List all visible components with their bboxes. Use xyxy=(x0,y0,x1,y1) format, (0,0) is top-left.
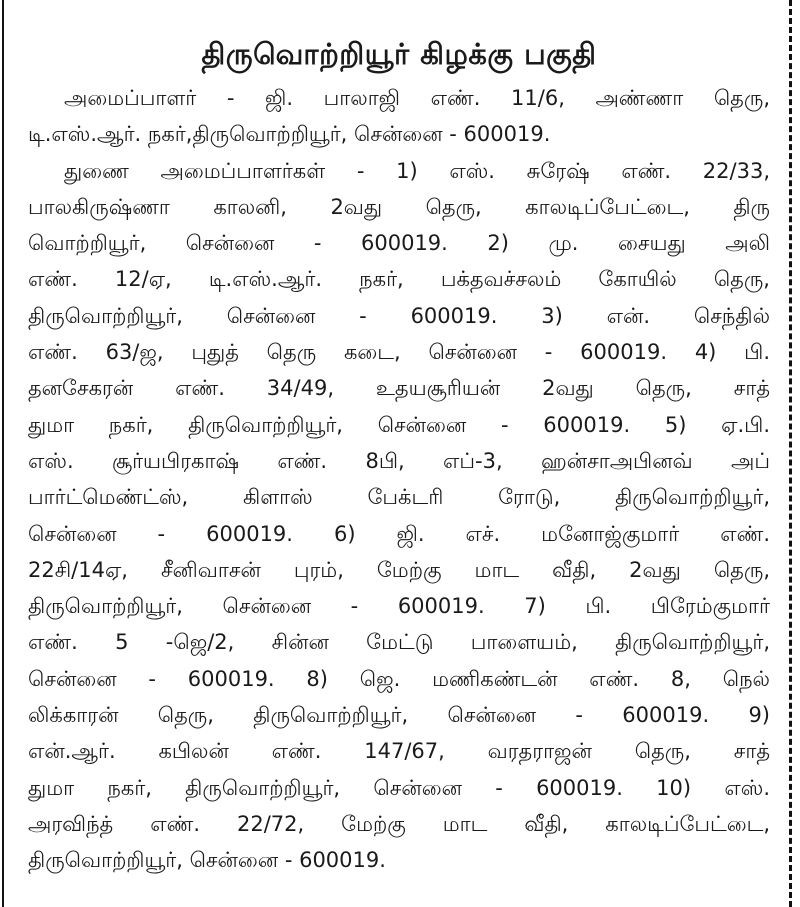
text-line: அமைப்பாளர் - ஜி. பாலாஜி எண். 11/6, அண்ணா தெரு, xyxy=(64,86,770,110)
text-line: துமா நகர், திருவொற்றியூர், சென்னை - 600019. 5) ஏ.பி. xyxy=(28,412,770,437)
text-line: வொற்றியூர், சென்னை - 600019. 2) மு. சையது அலி xyxy=(28,231,770,256)
text-line: எஸ். சூர்யபிரகாஷ் எண். 8பி, எப்-3, ஹன்சாஅபினவ் அப் xyxy=(28,448,770,473)
right-dashed-rule xyxy=(789,0,792,907)
text-line: டி.எஸ்.ஆர். நகர்,திருவொற்றியூர், சென்னை - 600019. xyxy=(28,122,551,147)
text-line: 22சி/14ஏ, சீனிவாசன் புரம், மேற்கு மாட வீதி, 2வது தெரு, xyxy=(28,557,770,582)
text-line: எண். 5 -ஜெ/2, சின்ன மேட்டு பாளையம், திருவொற்றியூர், xyxy=(28,630,770,655)
text-line: துமா நகர், திருவொற்றியூர், சென்னை - 600019. 10) எஸ். xyxy=(28,775,770,800)
text-line: சென்னை - 600019. 6) ஜி. எச். மனோஜ்குமார் எண். xyxy=(28,521,770,546)
text-line: பார்ட்மெண்ட்ஸ், கிளாஸ் பேக்டரி ரோடு, திருவொற்றியூர், xyxy=(28,485,770,510)
left-column-rule xyxy=(2,0,4,907)
text-line: தனசேகரன் எண். 34/49, உதயசூரியன் 2வது தெரு, சாத் xyxy=(28,376,770,401)
text-line: திருவொற்றியூர், சென்னை - 600019. xyxy=(28,848,386,873)
text-line: எண். 63/ஜ, புதுத் தெரு கடை, சென்னை - 600019. 4) பி. xyxy=(28,340,770,365)
text-line: எண். 12/ஏ, டி.எஸ்.ஆர். நகர், பக்தவச்சலம் கோயில் தெரு, xyxy=(28,267,770,292)
text-line: துணை அமைப்பாளர்கள் - 1) எஸ். சுரேஷ் எண். 22/33, xyxy=(64,158,770,183)
text-line: திருவொற்றியூர், சென்னை - 600019. 3) என். செந்தில் xyxy=(28,303,770,328)
deputy-organisers-paragraph xyxy=(28,153,770,879)
text-line: திருவொற்றியூர், சென்னை - 600019. 7) பி. பிரேம்குமார் xyxy=(28,594,770,619)
section-heading: திருவொற்றியூர் கிழக்கு பகுதி xyxy=(201,37,597,71)
text-line: லிக்காரன் தெரு, திருவொற்றியூர், சென்னை - 600019. 9) xyxy=(28,703,770,728)
organiser-paragraph xyxy=(28,80,770,153)
text-line: என்.ஆர். கபிலன் எண். 147/67, வரதராஜன் தெரு, சாத் xyxy=(28,739,770,764)
text-line: பாலகிருஷ்ணா காலனி, 2வது தெரு, காலடிப்பேட்டை, திரு xyxy=(28,194,770,219)
text-line: சென்னை - 600019. 8) ஜெ. மணிகண்டன் எண். 8, நெல் xyxy=(28,666,770,691)
article-body xyxy=(28,0,770,907)
text-line: அரவிந்த் எண். 22/72, மேற்கு மாட வீதி, காலடிப்பேட்டை, xyxy=(28,811,770,836)
